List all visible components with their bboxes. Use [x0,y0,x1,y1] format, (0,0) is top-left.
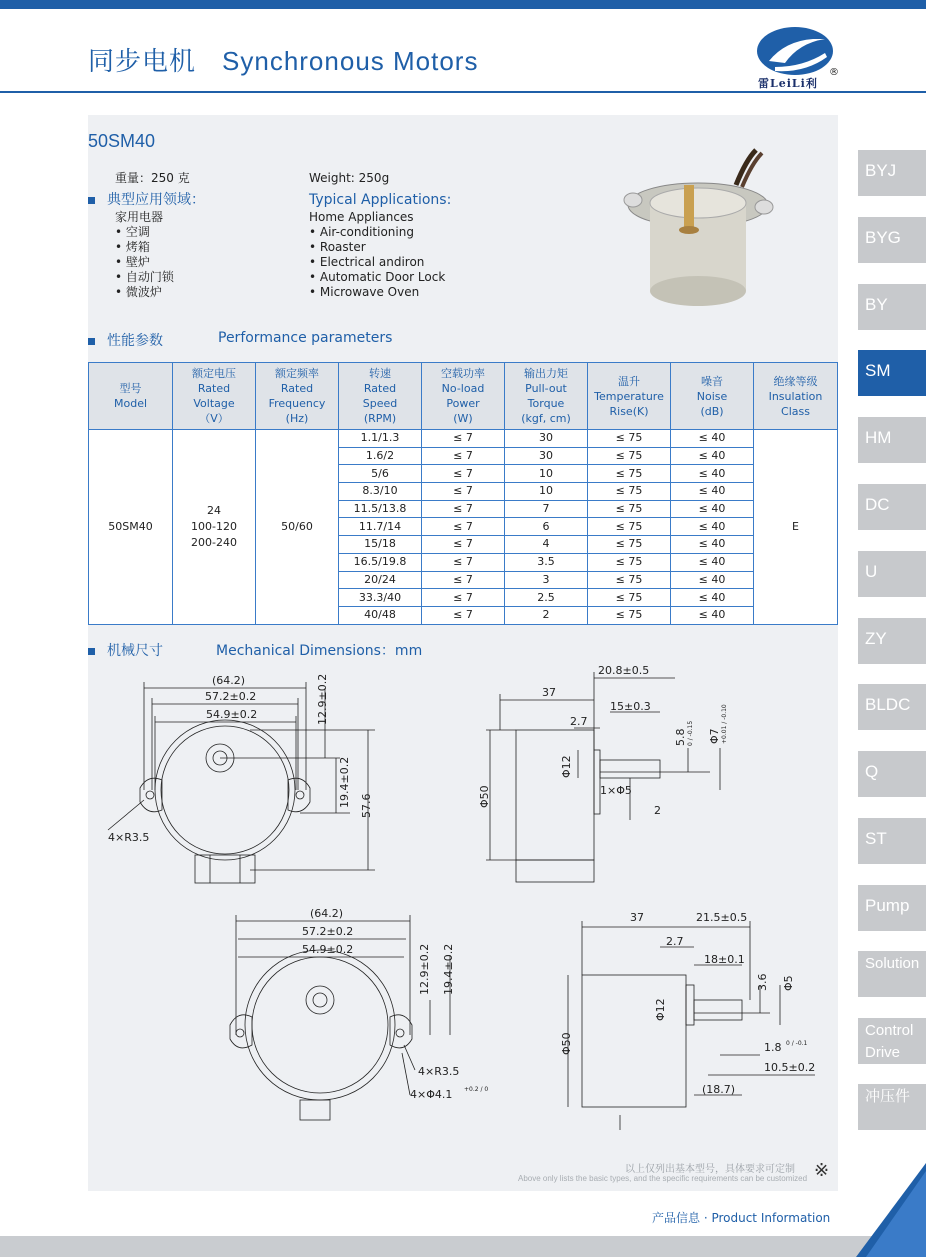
table-cell: 33.3/40 [339,589,422,607]
svg-text:+0.01 / -0.10: +0.01 / -0.10 [721,704,728,744]
table-cell: ≤ 40 [671,447,754,465]
table-cell: ≤ 75 [588,518,671,536]
sidebar-tab-7[interactable]: ZY [858,618,926,664]
sidebar-tab-14[interactable]: 冲压件 [858,1084,926,1130]
table-cell: ≤ 75 [588,447,671,465]
svg-text:54.9±0.2: 54.9±0.2 [302,943,354,956]
svg-text:+0.2 / 0: +0.2 / 0 [464,1086,489,1093]
table-cell: 1.1/1.3 [339,430,422,448]
table-cell: 6 [505,518,588,536]
header-frequency: 额定频率 Rated Frequency (Hz) [256,363,339,430]
footer-text: 产品信息 · Product Information [652,1211,831,1225]
header-torque: 输出力矩 Pull-out Torque (kgf, cm) [505,363,588,430]
svg-text:3.6: 3.6 [756,973,769,991]
mech-heading: 机械尺寸 Mechanical Dimensions：mm [88,640,163,660]
table-cell: 10 [505,465,588,483]
sidebar-tab-9[interactable]: Q [858,751,926,797]
sidebar-tab-10[interactable]: ST [858,818,926,864]
table-cell: ≤ 7 [422,447,505,465]
table-cell: 15/18 [339,536,422,554]
title-en: Synchronous Motors [222,46,479,76]
apps-cn-list: 家用电器 • 空调 • 烤箱 • 壁炉 • 自动门锁 • 微波炉 [115,210,174,299]
sidebar-tab-8[interactable]: BLDC [858,684,926,730]
table-cell: ≤ 75 [588,571,671,589]
svg-text:5.8: 5.8 [674,728,687,746]
header-power: 空载功率 No-load Power (W) [422,363,505,430]
table-cell: ≤ 40 [671,500,754,518]
apps-en-list: Home Appliances • Air-conditioning • Roaster • Electrical andiron • Automatic Door Lock • Microwave Oven [309,210,446,299]
table-cell: ≤ 7 [422,589,505,607]
table-cell: 3.5 [505,553,588,571]
table-cell: 11.7/14 [339,518,422,536]
square-bullet-icon [88,648,95,655]
svg-text:1×Φ5: 1×Φ5 [600,784,632,797]
svg-text:15±0.3: 15±0.3 [610,700,651,713]
header-temp-rise: 温升 Temperature Rise(K) [588,363,671,430]
table-cell: 2 [505,606,588,624]
sidebar-tab-1[interactable]: BYG [858,217,926,263]
title-cn: 同步电机 [88,47,197,77]
header-voltage: 额定电压 Rated Voltage （V） [173,363,256,430]
svg-text:2: 2 [654,804,661,817]
svg-text:Φ7: Φ7 [708,728,721,744]
svg-text:Φ12: Φ12 [654,998,667,1021]
table-cell: ≤ 7 [422,465,505,483]
svg-text:0 / -0.15: 0 / -0.15 [687,720,694,746]
svg-text:57.2±0.2: 57.2±0.2 [302,925,354,938]
table-cell: ≤ 7 [422,571,505,589]
header-noise: 噪音 Noise (dB) [671,363,754,430]
front-view-drawing-1 [100,670,390,895]
square-bullet-icon [88,338,95,345]
svg-text:Φ12: Φ12 [560,755,573,778]
performance-table [88,362,838,625]
svg-text:57.2±0.2: 57.2±0.2 [205,690,257,703]
sidebar-tab-13[interactable]: Control Drive [858,1018,926,1064]
table-body [89,430,838,625]
motor-photo [618,145,778,310]
table-header-row [89,363,838,430]
top-accent-bar [0,0,926,9]
front-view-drawing-2 [220,905,500,1140]
table-cell: ≤ 75 [588,465,671,483]
table-cell: 3 [505,571,588,589]
table-cell: 40/48 [339,606,422,624]
svg-text:(64.2): (64.2) [212,674,246,687]
apps-cn-heading: 典型应用领域： [88,193,205,208]
table-cell: 1.6/2 [339,447,422,465]
svg-text:4×Φ4.1: 4×Φ4.1 [410,1088,453,1101]
table-cell: ≤ 75 [588,483,671,501]
perf-heading: 性能参数 Performance parameters [88,330,163,350]
table-cell: ≤ 7 [422,606,505,624]
svg-text:2.7: 2.7 [570,715,588,728]
table-cell: 5/6 [339,465,422,483]
svg-text:Φ50: Φ50 [560,1032,573,1055]
table-cell: ≤ 7 [422,430,505,448]
svg-text:0 / -0.1: 0 / -0.1 [786,1040,808,1047]
header-speed: 转速 Rated Speed (RPM) [339,363,422,430]
square-bullet-icon [88,197,95,204]
sidebar-tab-4[interactable]: HM [858,417,926,463]
svg-text:20.8±0.5: 20.8±0.5 [598,664,650,677]
table-cell: ≤ 7 [422,483,505,501]
table-cell: ≤ 40 [671,589,754,607]
bottom-bar [0,1236,926,1257]
table-cell: ≤ 7 [422,536,505,554]
svg-text:Φ5: Φ5 [782,975,795,991]
table-cell: ≤ 40 [671,465,754,483]
cell-voltage: 24 100-120 200-240 [173,430,256,625]
svg-text:18±0.1: 18±0.1 [704,953,745,966]
table-cell: 4 [505,536,588,554]
sidebar-tab-2[interactable]: BY [858,284,926,330]
table-cell: ≤ 40 [671,430,754,448]
side-view-drawing-2 [560,905,830,1140]
svg-text:19.4±0.2: 19.4±0.2 [338,756,351,808]
sidebar-tab-11[interactable]: Pump [858,885,926,931]
sidebar-tab-5[interactable]: DC [858,484,926,530]
logo-text: 雷LeiLi利 [758,77,818,90]
svg-text:57.6: 57.6 [360,793,373,818]
table-cell: 30 [505,430,588,448]
svg-text:19.4±0.2: 19.4±0.2 [442,943,455,995]
weight-en: Weight: 250g [309,171,390,185]
note-cn: 以上仅列出基本型号，具体要求可定制 [625,1164,795,1175]
table-cell: 30 [505,447,588,465]
sidebar-tab-0[interactable]: BYJ [858,150,926,196]
svg-text:Φ50: Φ50 [478,785,491,808]
table-cell: ≤ 7 [422,553,505,571]
note-symbol: ※ [814,1160,830,1181]
cell-insulation: E [754,430,838,625]
sidebar-tab-6[interactable]: U [858,551,926,597]
svg-text:37: 37 [542,686,556,699]
table-cell: 2.5 [505,589,588,607]
svg-text:(64.2): (64.2) [310,907,344,920]
corner-decoration [846,1163,926,1257]
svg-text:2.7: 2.7 [666,935,684,948]
svg-text:10.5±0.2: 10.5±0.2 [764,1061,816,1074]
page-header [0,9,926,93]
table-cell: 11.5/13.8 [339,500,422,518]
model-title: 50SM40 [88,131,156,151]
table-cell: ≤ 40 [671,536,754,554]
table-cell: 20/24 [339,571,422,589]
table-cell: ≤ 75 [588,606,671,624]
table-cell: ≤ 7 [422,518,505,536]
table-cell: 8.3/10 [339,483,422,501]
svg-text:4×R3.5: 4×R3.5 [418,1065,460,1078]
table-row [89,430,838,448]
table-cell: ≤ 40 [671,553,754,571]
svg-text:4×R3.5: 4×R3.5 [108,831,150,844]
svg-text:37: 37 [630,911,644,924]
note-en: Above only lists the basic types, and the specific requirements can be customized [518,1174,808,1183]
header-insulation: 绝缘等级 Insulation Class [754,363,838,430]
apps-en-heading: Typical Applications: [309,192,452,208]
svg-text:®: ® [829,67,839,78]
header-model: 型号 Model [89,363,173,430]
table-cell: ≤ 40 [671,518,754,536]
cell-frequency: 50/60 [256,430,339,625]
table-cell: ≤ 75 [588,589,671,607]
table-cell: ≤ 40 [671,571,754,589]
table-cell: 16.5/19.8 [339,553,422,571]
table-cell: ≤ 75 [588,553,671,571]
svg-text:1.8: 1.8 [764,1041,782,1054]
svg-text:12.9±0.2: 12.9±0.2 [316,673,329,725]
svg-text:(18.7): (18.7) [702,1083,736,1096]
table-cell: ≤ 40 [671,483,754,501]
table-cell: ≤ 75 [588,500,671,518]
table-cell: 7 [505,500,588,518]
cell-model: 50SM40 [89,430,173,625]
table-cell: ≤ 75 [588,536,671,554]
table-cell: 10 [505,483,588,501]
svg-text:12.9±0.2: 12.9±0.2 [418,943,431,995]
side-view-drawing-1 [470,660,740,910]
svg-text:54.9±0.2: 54.9±0.2 [206,708,258,721]
weight-cn: 重量：250 克 [115,171,190,185]
table-cell: ≤ 40 [671,606,754,624]
svg-text:21.5±0.5: 21.5±0.5 [696,911,748,924]
table-cell: ≤ 75 [588,430,671,448]
table-cell: ≤ 7 [422,500,505,518]
page-title [88,41,478,78]
sidebar-tab-12[interactable]: Solution [858,951,926,997]
sidebar-tab-3[interactable]: SM [858,350,926,396]
